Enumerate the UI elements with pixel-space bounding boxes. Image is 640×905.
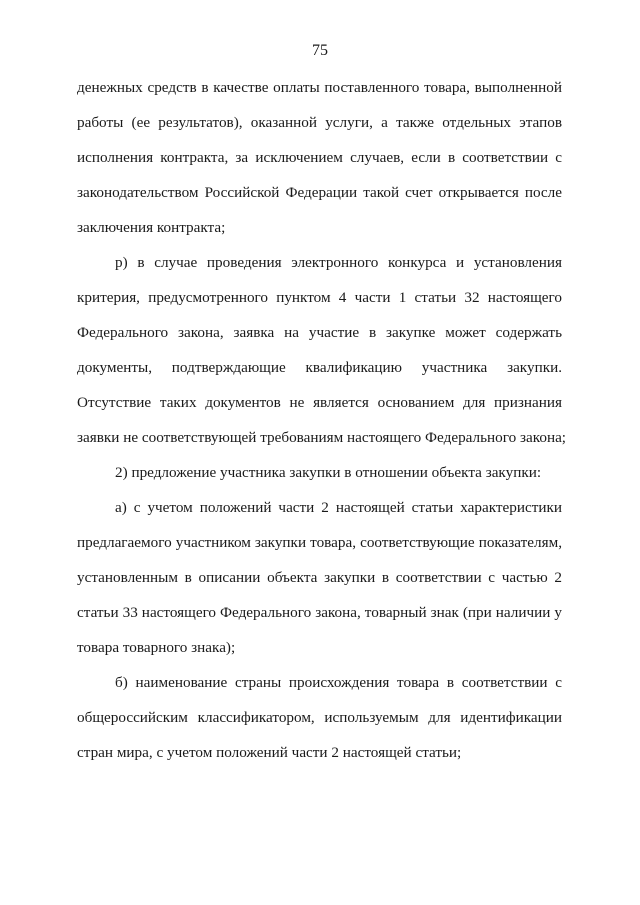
- text-line: Федерального закона, заявка на участие в закупке может содержать: [77, 324, 562, 341]
- text-line: а) с учетом положений части 2 настоящей статьи характеристики: [115, 499, 562, 516]
- text-line: стран мира, с учетом положений части 2 настоящей статьи;: [77, 744, 462, 761]
- text-line: критерия, предусмотренного пунктом 4 части 1 статьи 32 настоящего: [77, 289, 562, 306]
- text-line: предлагаемого участником закупки товара, соответствующие показателям,: [77, 534, 562, 551]
- text-line: общероссийским классификатором, используемым для идентификации: [77, 709, 562, 726]
- text-line: статьи 33 настоящего Федерального закона, товарный знак (при наличии у: [77, 604, 562, 621]
- text-line: р) в случае проведения электронного конкурса и установления: [115, 254, 562, 271]
- text-line: исполнения контракта, за исключением случаев, если в соответствии с: [77, 149, 562, 166]
- text-line: установленным в описании объекта закупки в соответствии с частью 2: [77, 569, 562, 586]
- text-line: б) наименование страны происхождения товара в соответствии с: [115, 674, 562, 691]
- text-line: 2) предложение участника закупки в отношении объекта закупки:: [115, 464, 542, 481]
- text-line: документы, подтверждающие квалификацию участника закупки.: [77, 359, 562, 376]
- text-line: товара товарного знака);: [77, 639, 236, 656]
- page-number: 75: [312, 42, 328, 59]
- text-line: денежных средств в качестве оплаты поставленного товара, выполненной: [77, 79, 562, 96]
- text-line: законодательством Российской Федерации такой счет открывается после: [77, 184, 562, 201]
- text-line: заключения контракта;: [77, 219, 226, 236]
- text-line: работы (ее результатов), оказанной услуги, а также отдельных этапов: [77, 114, 562, 131]
- text-line: заявки не соответствующей требованиям настоящего Федерального закона;: [77, 429, 567, 446]
- text-line: Отсутствие таких документов не является основанием для признания: [77, 394, 562, 411]
